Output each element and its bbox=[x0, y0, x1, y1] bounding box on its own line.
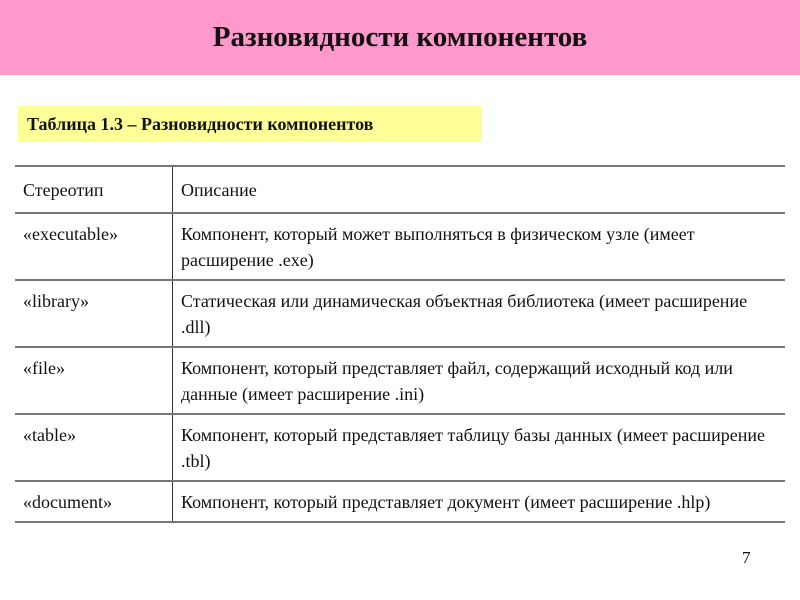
description-cell: Статическая или динамическая объектная библиотека (имеет расширение .dll) bbox=[173, 280, 786, 347]
stereotype-cell: «library» bbox=[15, 280, 173, 347]
page-number: 7 bbox=[742, 548, 751, 567]
stereotype-cell: «executable» bbox=[15, 213, 173, 280]
stereotype-cell: «file» bbox=[15, 347, 173, 414]
description-cell: Компонент, который может выполняться в физическом узле (имеет расширение .exe) bbox=[173, 213, 786, 280]
table-header-row bbox=[15, 166, 785, 213]
table-row bbox=[15, 280, 785, 347]
description-cell: Компонент, который представляет файл, содержащий исходный код или данные (имеет расширение .ini) bbox=[173, 347, 786, 414]
table-row bbox=[15, 414, 785, 481]
slide-title: Разновидности компонентов bbox=[212, 21, 588, 53]
header-description: Описание bbox=[173, 166, 786, 213]
header-stereotype: Стереотип bbox=[15, 166, 173, 213]
table-row bbox=[15, 347, 785, 414]
description-cell: Компонент, который представляет документ (имеет расширение .hlp) bbox=[173, 481, 786, 522]
caption-text: Таблица 1.3 – Разновидности компонентов bbox=[27, 113, 374, 134]
stereotype-cell: «table» bbox=[15, 414, 173, 481]
description-cell: Компонент, который представляет таблицу базы данных (имеет расширение .tbl) bbox=[173, 414, 786, 481]
table-caption bbox=[18, 106, 482, 142]
stereotype-cell: «document» bbox=[15, 481, 173, 522]
title-bar bbox=[0, 0, 800, 75]
stereotypes-table bbox=[15, 165, 785, 523]
table-row bbox=[15, 481, 785, 522]
table-row bbox=[15, 213, 785, 280]
